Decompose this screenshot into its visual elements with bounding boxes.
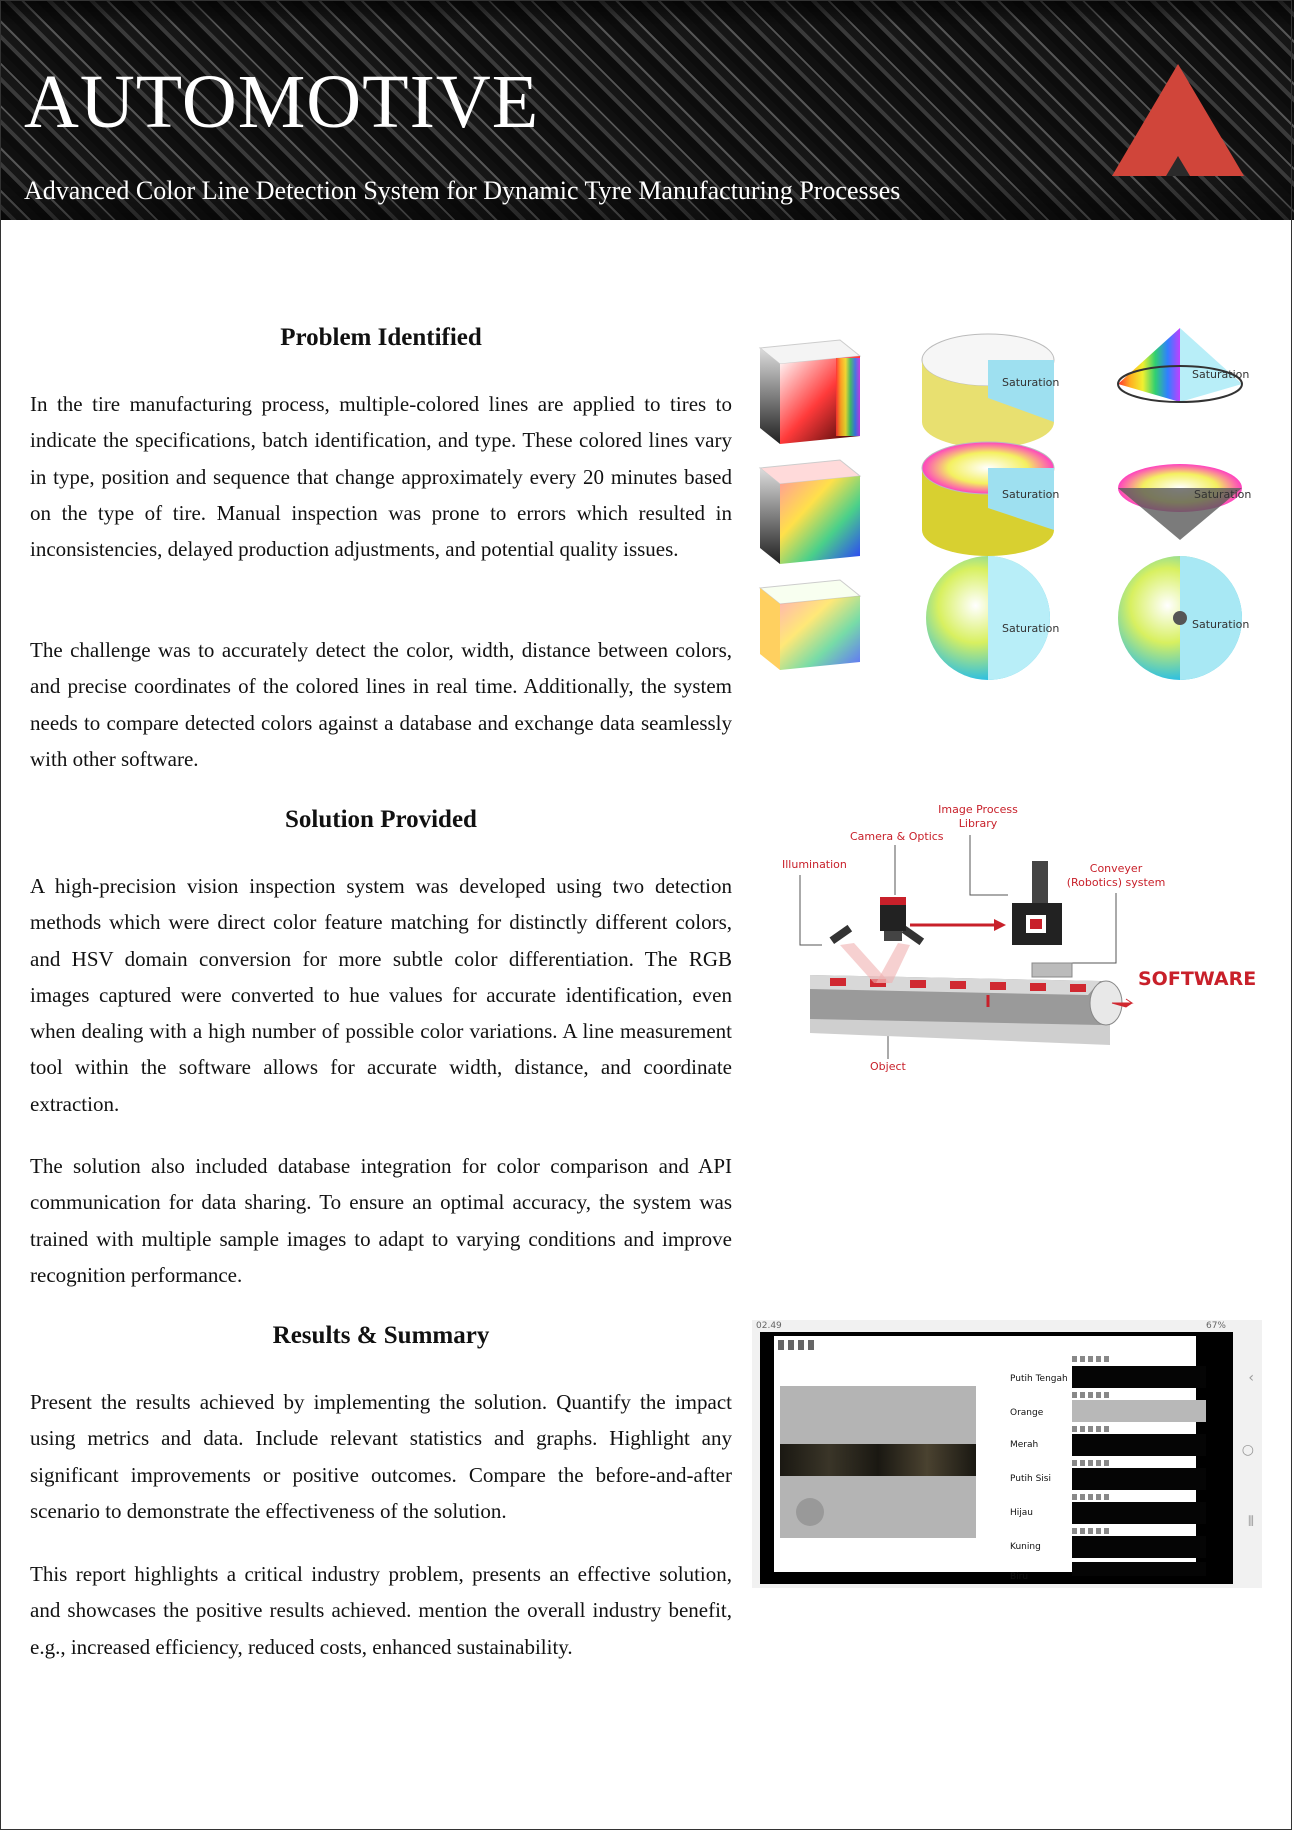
rgb-cube-rainbow — [760, 460, 860, 564]
color-label: Kuning — [1010, 1542, 1041, 1552]
home-circle-icon: ○ — [1241, 1442, 1254, 1458]
illumination-label: Illumination — [782, 858, 847, 871]
saturation-label: Saturation — [1192, 368, 1250, 381]
status-battery: 67% — [1205, 1321, 1226, 1331]
rgb-cube-red — [760, 340, 860, 444]
conveyer-label-line1: Conveyer — [1089, 862, 1143, 875]
vision-system-diagram — [770, 795, 1260, 1085]
camera-view — [780, 1386, 976, 1538]
color-label: Putih Sisi — [1010, 1474, 1051, 1484]
hsv-cone — [1118, 328, 1249, 402]
color-tools — [1072, 1494, 1112, 1500]
red-triangle-logo-icon — [1112, 64, 1244, 176]
problem-paragraph-1: In the tire manufacturing process, multiple-colored lines are applied to tires to indicate the specifications, batch identification, and type. These colored lines vary in type, position and sequence that change approximately every 20 minutes based on the type of tire. Manual inspection was prone to errors which resulted in inconsistencies, delayed production adjustments, and potential quality issues. — [30, 392, 732, 562]
hsv-cylinder-wheel — [922, 442, 1059, 556]
hsv-cylinder-cut — [922, 334, 1059, 448]
library-label-line2: Library — [958, 817, 998, 830]
color-models-figure — [752, 318, 1272, 684]
saturation-label: Saturation — [1002, 488, 1060, 501]
saturation-label: Saturation — [1002, 376, 1060, 389]
page-title: AUTOMOTIVE — [24, 60, 540, 144]
screenshot-window — [760, 1332, 1233, 1584]
chevron-left-icon: ‹ — [1248, 1370, 1254, 1386]
color-tools — [1072, 1356, 1112, 1362]
hsl-sphere-cut — [926, 556, 1059, 680]
color-result-bar — [1072, 1468, 1206, 1490]
results-paragraph-2: This report highlights a critical industry problem, presents an effective solution, and showcases the positive results achieved. mention the overall industry benefit, e.g., increased efficiency, reduced costs, enhanced sustainability. — [30, 1562, 732, 1659]
toolbar — [778, 1340, 818, 1350]
object-label: Object — [870, 1060, 906, 1073]
color-result-bar — [1072, 1434, 1206, 1456]
conveyer-label-line2: (Robotics) system — [1066, 876, 1166, 889]
color-result-bar — [1072, 1536, 1206, 1558]
rgb-cube-bright — [760, 580, 860, 670]
problem-paragraph-2: The challenge was to accurately detect the color, width, distance between colors, and precise coordinates of the colored lines in real time. Additionally, the system needs to compare detected colors against a database and exchange data seamlessly with other software. — [30, 638, 732, 771]
software-screenshot — [752, 1320, 1262, 1588]
color-label: Orange — [1010, 1408, 1044, 1418]
color-result-bar — [1072, 1562, 1206, 1576]
hsl-double-cone — [1118, 464, 1251, 540]
solution-paragraph-2: The solution also included database integration for color comparison and API communication for data sharing. To ensure an optimal accuracy, the system was trained with multiple sample images to adapt to varying conditions and improve recognition performance. — [30, 1154, 732, 1287]
header-banner — [0, 0, 1294, 220]
results-paragraph-1: Present the results achieved by implementing the solution. Quantify the impact using metrics and data. Include relevant statistics and graphs. Highlight any significant improvements or positive outcomes. Compare the before-and-after scenario to demonstrate the effectiveness of the solution. — [30, 1390, 732, 1523]
color-result-bar — [1072, 1400, 1206, 1422]
library-label-line1: Image Process — [938, 803, 1018, 816]
page-subtitle: Advanced Color Line Detection System for Dynamic Tyre Manufacturing Processes — [24, 176, 901, 205]
status-time: 02.49 — [756, 1321, 782, 1331]
saturation-label: Saturation — [1192, 618, 1250, 631]
color-tools — [1072, 1426, 1112, 1432]
menu-lines-icon: ⦀ — [1247, 1514, 1254, 1530]
solution-heading: Solution Provided — [285, 806, 477, 833]
results-heading: Results & Summary — [272, 1322, 490, 1349]
zoom-icon — [796, 1498, 824, 1526]
camera-label: Camera & Optics — [850, 830, 944, 843]
color-tools — [1072, 1392, 1112, 1398]
color-label: Hijau — [1010, 1508, 1033, 1518]
solution-paragraph-1: A high-precision vision inspection system was developed using two detection methods which were direct color feature matching for distinctly different colors, and HSV domain conversion for more subtle color differentiation. The RGB images captured were converted to hue values for accurate identification, even when dealing with a high number of possible color variations. A line measurement tool within the software allows for accurate width, distance, and coordinate extraction. — [30, 874, 732, 1116]
saturation-label: Saturation — [1194, 488, 1252, 501]
color-result-bar — [1072, 1502, 1206, 1524]
color-label: Merah — [1010, 1440, 1039, 1450]
color-tools — [1072, 1528, 1112, 1534]
color-label: Putih Tengah — [1010, 1374, 1068, 1384]
screenshot-canvas — [774, 1336, 1196, 1582]
problem-heading: Problem Identified — [280, 324, 482, 351]
hsl-sphere — [1118, 556, 1249, 680]
software-label: SOFTWARE — [1138, 968, 1257, 990]
saturation-label: Saturation — [1002, 622, 1060, 635]
color-label: Biru — [1010, 1572, 1029, 1582]
color-result-bar — [1072, 1366, 1206, 1388]
color-tools — [1072, 1460, 1112, 1466]
tyre-strip — [780, 1444, 976, 1476]
